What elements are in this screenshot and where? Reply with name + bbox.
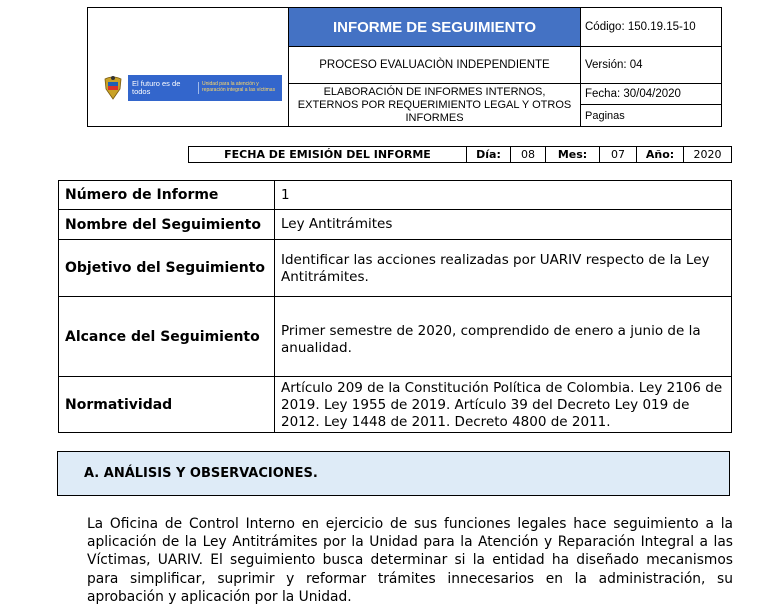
tracking-objective-value: Identificar las acciones realizadas por UARIV respecto de la Ley Antitrámites. bbox=[274, 239, 732, 297]
logo-band bbox=[128, 75, 282, 101]
regulations-value: Artículo 209 de la Constitución Política de Colombia. Ley 2106 de 2019. Ley 1955 de 2019. Artículo 39 del Decreto Ley 019 de 2012. Ley 1448 de 2011. Decreto 4800 de 2011. bbox=[274, 376, 732, 433]
tracking-name-value: Ley Antitrámites bbox=[274, 209, 732, 240]
report-number-label: Número de Informe bbox=[58, 180, 275, 210]
header-logo-cell bbox=[87, 7, 289, 127]
tracking-objective-label: Objetivo del Seguimiento bbox=[58, 239, 275, 297]
regulations-label: Normatividad bbox=[58, 376, 275, 433]
year-label: Año: bbox=[636, 146, 684, 163]
year-value: 2020 bbox=[683, 146, 732, 163]
document-pages: Paginas bbox=[580, 104, 722, 127]
report-number-value: 1 bbox=[274, 180, 732, 210]
tracking-scope-label: Alcance del Seguimiento bbox=[58, 296, 275, 377]
day-value: 08 bbox=[510, 146, 546, 163]
organization-logo bbox=[96, 72, 282, 104]
emission-date-label: FECHA DE EMISIÓN DEL INFORME bbox=[188, 146, 467, 163]
month-value: 07 bbox=[599, 146, 637, 163]
logo-main-text: El futuro es de todos bbox=[132, 79, 181, 96]
document-date: Fecha: 30/04/2020 bbox=[580, 83, 722, 105]
tracking-name-label: Nombre del Seguimiento bbox=[58, 209, 275, 240]
document-version: Versión: 04 bbox=[580, 46, 722, 84]
report-title: INFORME DE SEGUIMIENTO bbox=[288, 7, 581, 47]
logo-sub-text: Unidad para la atención y reparación integral a las víctimas bbox=[198, 82, 282, 93]
body-paragraph: La Oficina de Control Interno en ejercicio de sus funciones legales hace seguimiento a la aplicación de la Ley Antitrámites por la Unidad para la Atención y Reparación Integral a las Víctimas, UARIV. El seguimiento busca determinar si la entidad ha diseñado mecanismos para simplificar, suprimir y reformar trámites innecesarios en la administración, su aprobación y aplicación por la Unidad. bbox=[87, 516, 733, 605]
process-name: PROCESO EVALUACIÒN INDEPENDIENTE bbox=[288, 46, 581, 84]
day-label: Día: bbox=[466, 146, 511, 163]
tracking-scope-value: Primer semestre de 2020, comprendido de enero a junio de la anualidad. bbox=[274, 296, 732, 377]
elaboration-description: ELABORACIÓN DE INFORMES INTERNOS, EXTERNOS POR REQUERIMIENTO LEGAL Y OTROS INFORMES bbox=[288, 83, 581, 127]
month-label: Mes: bbox=[545, 146, 600, 163]
section-heading: A. ANÁLISIS Y OBSERVACIONES. bbox=[84, 466, 318, 481]
document-code: Código: 150.19.15-10 bbox=[580, 7, 722, 47]
coat-of-arms-icon bbox=[102, 75, 124, 101]
